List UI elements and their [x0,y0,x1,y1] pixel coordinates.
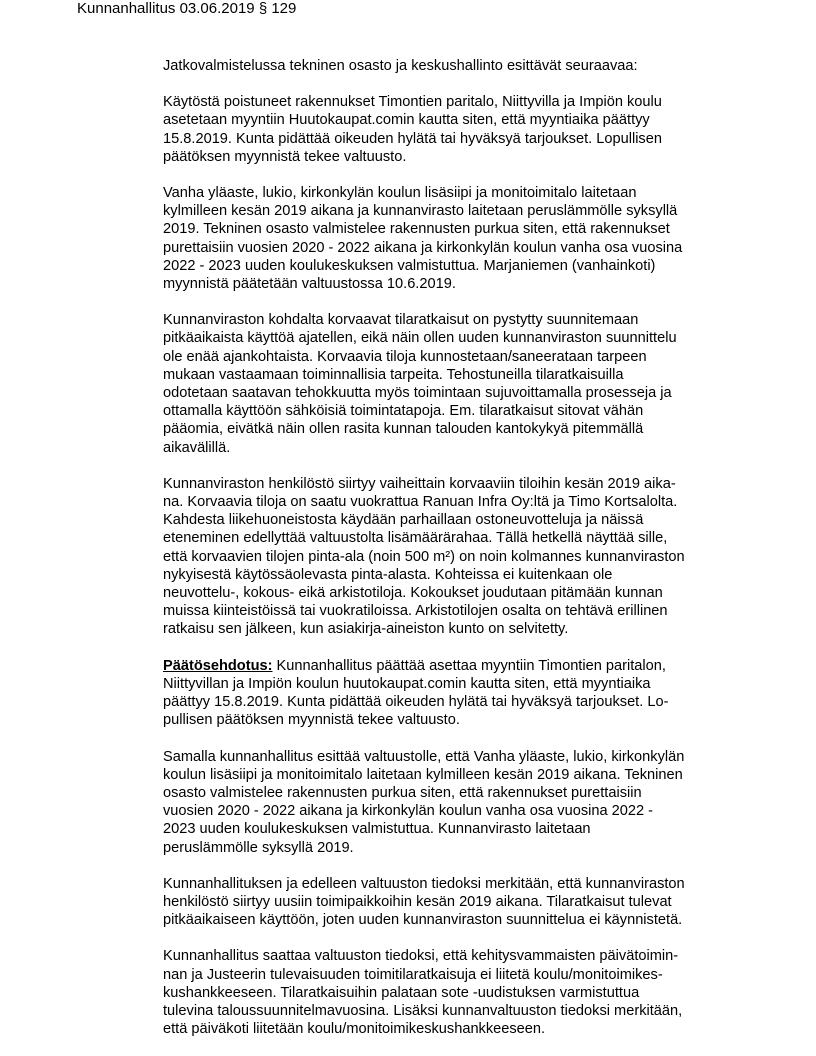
text-line: Kahdesta liikehuoneistosta käydään parhaillaan ostoneuvotteluja ja näissä [163,512,644,529]
text-line: Niittyvillan ja Impiön koulun huutokaupat.comin kautta siten, että myyntiaika [163,675,651,692]
text-line: myynnistä päätetään valtuustossa 10.6.2019. [163,276,456,293]
text-line: Käytöstä poistuneet rakennukset Timontien paritalo, Niittyvilla ja Impiön koulu [163,94,662,111]
text-line: 15.8.2019. Kunta pidättää oikeuden hylätä tai hyväksyä tarjoukset. Lopullisen [163,130,662,147]
text-line: 2019. Tekninen osasto valmistelee rakennusten purkua siten, että rakennukset [163,221,670,238]
text-line: 2022 - 2023 uuden koulukeskuksen valmistuttua. Marjaniemen (vanhainkoti) [163,257,656,274]
text-line: tulevina taloussuunnitelmavuosina. Lisäksi kunnanvaltuuston tiedoksi merkitään, [163,1002,683,1019]
text-line: neuvottelu-, kokous- eikä arkistotiloja. Kokoukset joudutaan pitämään kunnan [163,585,663,602]
text-line: Jatkovalmistelussa tekninen osasto ja keskushallinto esittävät seuraavaa: [163,58,638,74]
text-line: 2023 uuden koulukeskuksen valmistuttua. Kunnanvirasto laitetaan [163,821,591,838]
text-line: että päiväkoti liitetään koulu/monitoimikeskushankkeeseen. [163,1021,546,1038]
text-line: nykyisestä käytössäolevasta pinta-alasta. Kohteissa ei kuitenkaan ole [163,566,613,583]
text-line: peruslämmölle syksyllä 2019. [163,839,354,856]
text-line: mukaan vastaamaan toiminnallisia tarpeita. Tehostuneilla tilaratkaisuilla [163,366,624,383]
document-body [163,57,743,1056]
text-line: kylmilleen kesän 2019 aikana ja kunnanvirasto laitetaan peruslämmölle syksyllä [163,203,678,220]
text-line: ratkaisu sen jälkeen, kun asiakirja-aineiston kunto on selvitetty. [163,621,569,638]
paragraph-day-activity-notice [163,947,743,1038]
text-line: eteneminen edellyttää valtuustolta lisämäärärahaa. Tällä hetkellä näyttää sille, [163,530,668,547]
text-line: na. Korvaavia tiloja on saatu vuokrattua Ranuan Infra Oy:ltä ja Timo Kortsalolta. [163,494,678,511]
text-line: Kunnanviraston henkilöstö siirtyy vaiheittain korvaaviin tiloihin kesän 2019 aika- [163,475,676,492]
text-line: Vanha yläaste, lukio, kirkonkylän koulun lisäsiipi ja monitoimitalo laitetaan [163,185,637,202]
text-line: pullisen päätöksen myynnistä tekee valtuusto. [163,712,460,729]
paragraph-mothballing [163,184,743,293]
text-line: Samalla kunnanhallitus esittää valtuustolle, että Vanha yläaste, lukio, kirkonkylän [163,748,685,765]
text-line: pitkäaikaiseen käyttöön, joten uuden kunnanviraston suunnittelua ei käynnistetä. [163,912,683,929]
text-line: vuosien 2020 - 2022 aikana ja kirkonkylän koulun vanha osa vuosina 2022 - [163,803,654,820]
text-line: muissa kiinteistöissä tai vuokratiloissa. Arkistotilojen osalta on tehtävä erillinen [163,603,668,620]
paragraph-decision-proposal [163,657,743,730]
text-line: kushankkeeseen. Tilaratkaisuihin palataan sote -uudistuksen varmistuttua [163,984,640,1001]
meeting-reference: Kunnanhallitus 03.06.2019 § 129 [77,0,297,17]
text-line: osasto valmistelee rakennusten purkua siten, että rakennukset purettaisiin [163,784,642,801]
text-line: Kunnanhallituksen ja edelleen valtuuston tiedoksi merkitään, että kunnanviraston [163,875,685,892]
text-line: pääomia, eivätkä näin ollen rasita kunnan talouden kantokykyä pitemmällä [163,421,644,438]
text-line: ottamalla käyttöön sähköisiä toimintatapoja. Em. tilaratkaisut sitovat vähän [163,403,644,420]
paragraph-sale-of-buildings [163,93,743,166]
text-line: purettaisiin vuosien 2020 - 2022 aikana ja kirkonkylän koulun vanha osa vuosina [163,239,683,256]
text-line: aikavälillä. [163,439,231,456]
text-line: että korvaavien tilojen pinta-ala (noin 500 m²) on noin kolmannes kunnanviraston [163,548,685,565]
text-line: ole enää ajankohtaista. Korvaavia tiloja kunnostetaan/saneerataan tarpeen [163,348,647,365]
text-line: pitkäaikaista käyttöä ajatellen, eikä näin ollen uuden kunnanviraston suunnittelu [163,330,677,347]
text-line: henkilöstö siirtyy uusiin toimipaikkoihin kesän 2019 aikana. Tilaratkaisut tulevat [163,893,672,910]
text-line: Kunnanviraston kohdalta korvaavat tilaratkaisut on pystytty suunnitemaan [163,312,639,329]
paragraph-staff-notice [163,875,743,930]
text-line: asetetaan myyntiin Huutokaupat.comin kautta siten, että myyntiaika päättyy [163,112,650,129]
paragraph-staff-relocation [163,475,743,639]
text-line: nan ja Justeerin tulevaisuuden toimitilaratkaisuja ei liitetä koulu/monitoimikes- [163,966,663,983]
text-line [163,657,743,675]
decision-proposal-label: Päätösehdotus: [163,657,273,674]
text-line: odotetaan saatavan tehokkuutta myös toimintaan sujuvoittamalla prosesseja ja [163,385,672,402]
text-line: Kunnanhallitus saattaa valtuuston tiedoksi, että kehitysvammaisten päivätoimin- [163,948,679,965]
paragraph-replacement-premises [163,311,743,457]
text-line: koulun lisäsiipi ja monitoimitalo laitetaan kylmilleen kesän 2019 aikana. Tekninen [163,766,683,783]
paragraph-intro [163,57,743,75]
text-line: päättyy 15.8.2019. Kunta pidättää oikeuden hylätä tai hyväksyä tarjoukset. Lo- [163,694,669,711]
decision-proposal-text: Kunnanhallitus päättää asettaa myyntiin Timontien paritalon, [272,657,666,674]
text-line: päätöksen myynnistä tekee valtuusto. [163,148,407,165]
page-header [77,0,296,18]
paragraph-council-proposal [163,748,743,857]
